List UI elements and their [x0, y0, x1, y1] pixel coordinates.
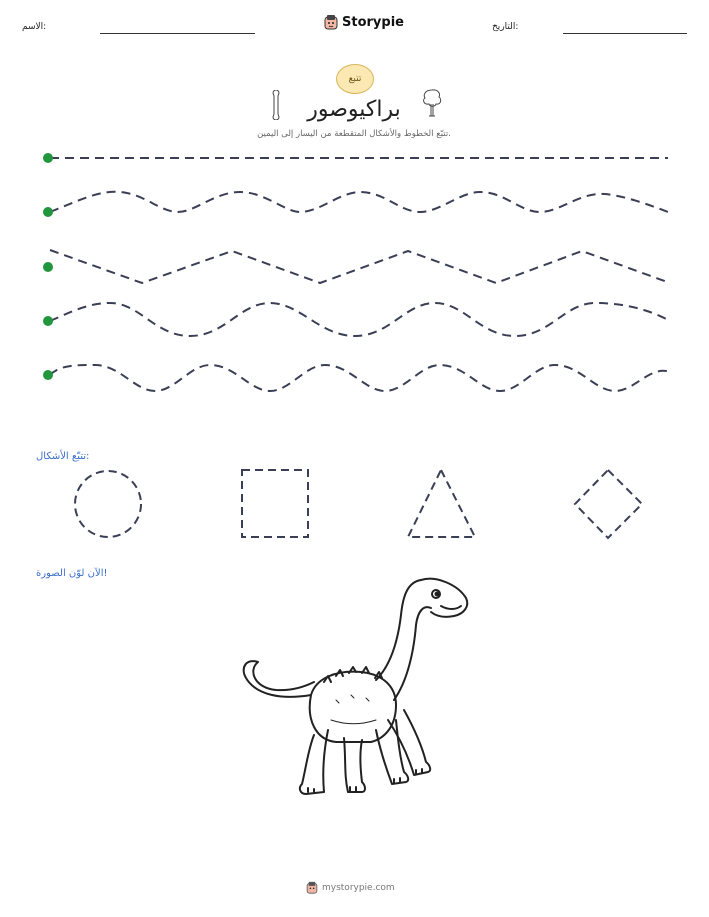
start-dot [43, 370, 53, 380]
storypie-logo-icon [324, 14, 338, 30]
tracing-line-zigzag [50, 250, 670, 283]
tracing-line-bumps [50, 365, 670, 391]
shapes-section-label: تتبّع الأشكال: [36, 451, 90, 462]
start-dot [43, 153, 53, 163]
shapes-row [0, 460, 709, 550]
name-line[interactable] [100, 33, 255, 34]
name-label: الاسم: [22, 22, 47, 32]
tracing-lines [0, 140, 709, 400]
tracing-line-wave-2 [50, 303, 670, 336]
footer-url[interactable]: mystorypie.com [322, 882, 395, 893]
tree-icon [420, 88, 444, 118]
dashed-square [242, 470, 308, 537]
dashed-circle [75, 471, 141, 537]
start-dot [43, 316, 53, 326]
brand-name: Storypie [342, 14, 404, 30]
page-title: براكيوصور [307, 97, 401, 122]
date-line[interactable] [563, 33, 687, 34]
page-subtitle: تتبّع الخطوط والأشكال المتقطعة من اليسار إلى اليمين. [257, 129, 451, 139]
dashed-triangle [408, 470, 475, 537]
brand-logo [324, 14, 404, 30]
start-dot [43, 207, 53, 217]
start-dot [43, 262, 53, 272]
dinosaur-drawing [236, 570, 476, 810]
dashed-diamond [575, 470, 642, 538]
footer [306, 881, 395, 894]
date-label: التاريخ: [492, 22, 519, 32]
storypie-logo-icon [306, 881, 318, 894]
bone-icon [268, 90, 284, 120]
color-section-label: الآن لوّن الصورة! [36, 568, 108, 579]
tracing-line-wave-1 [50, 192, 668, 212]
trace-badge: تتبع [336, 64, 374, 94]
